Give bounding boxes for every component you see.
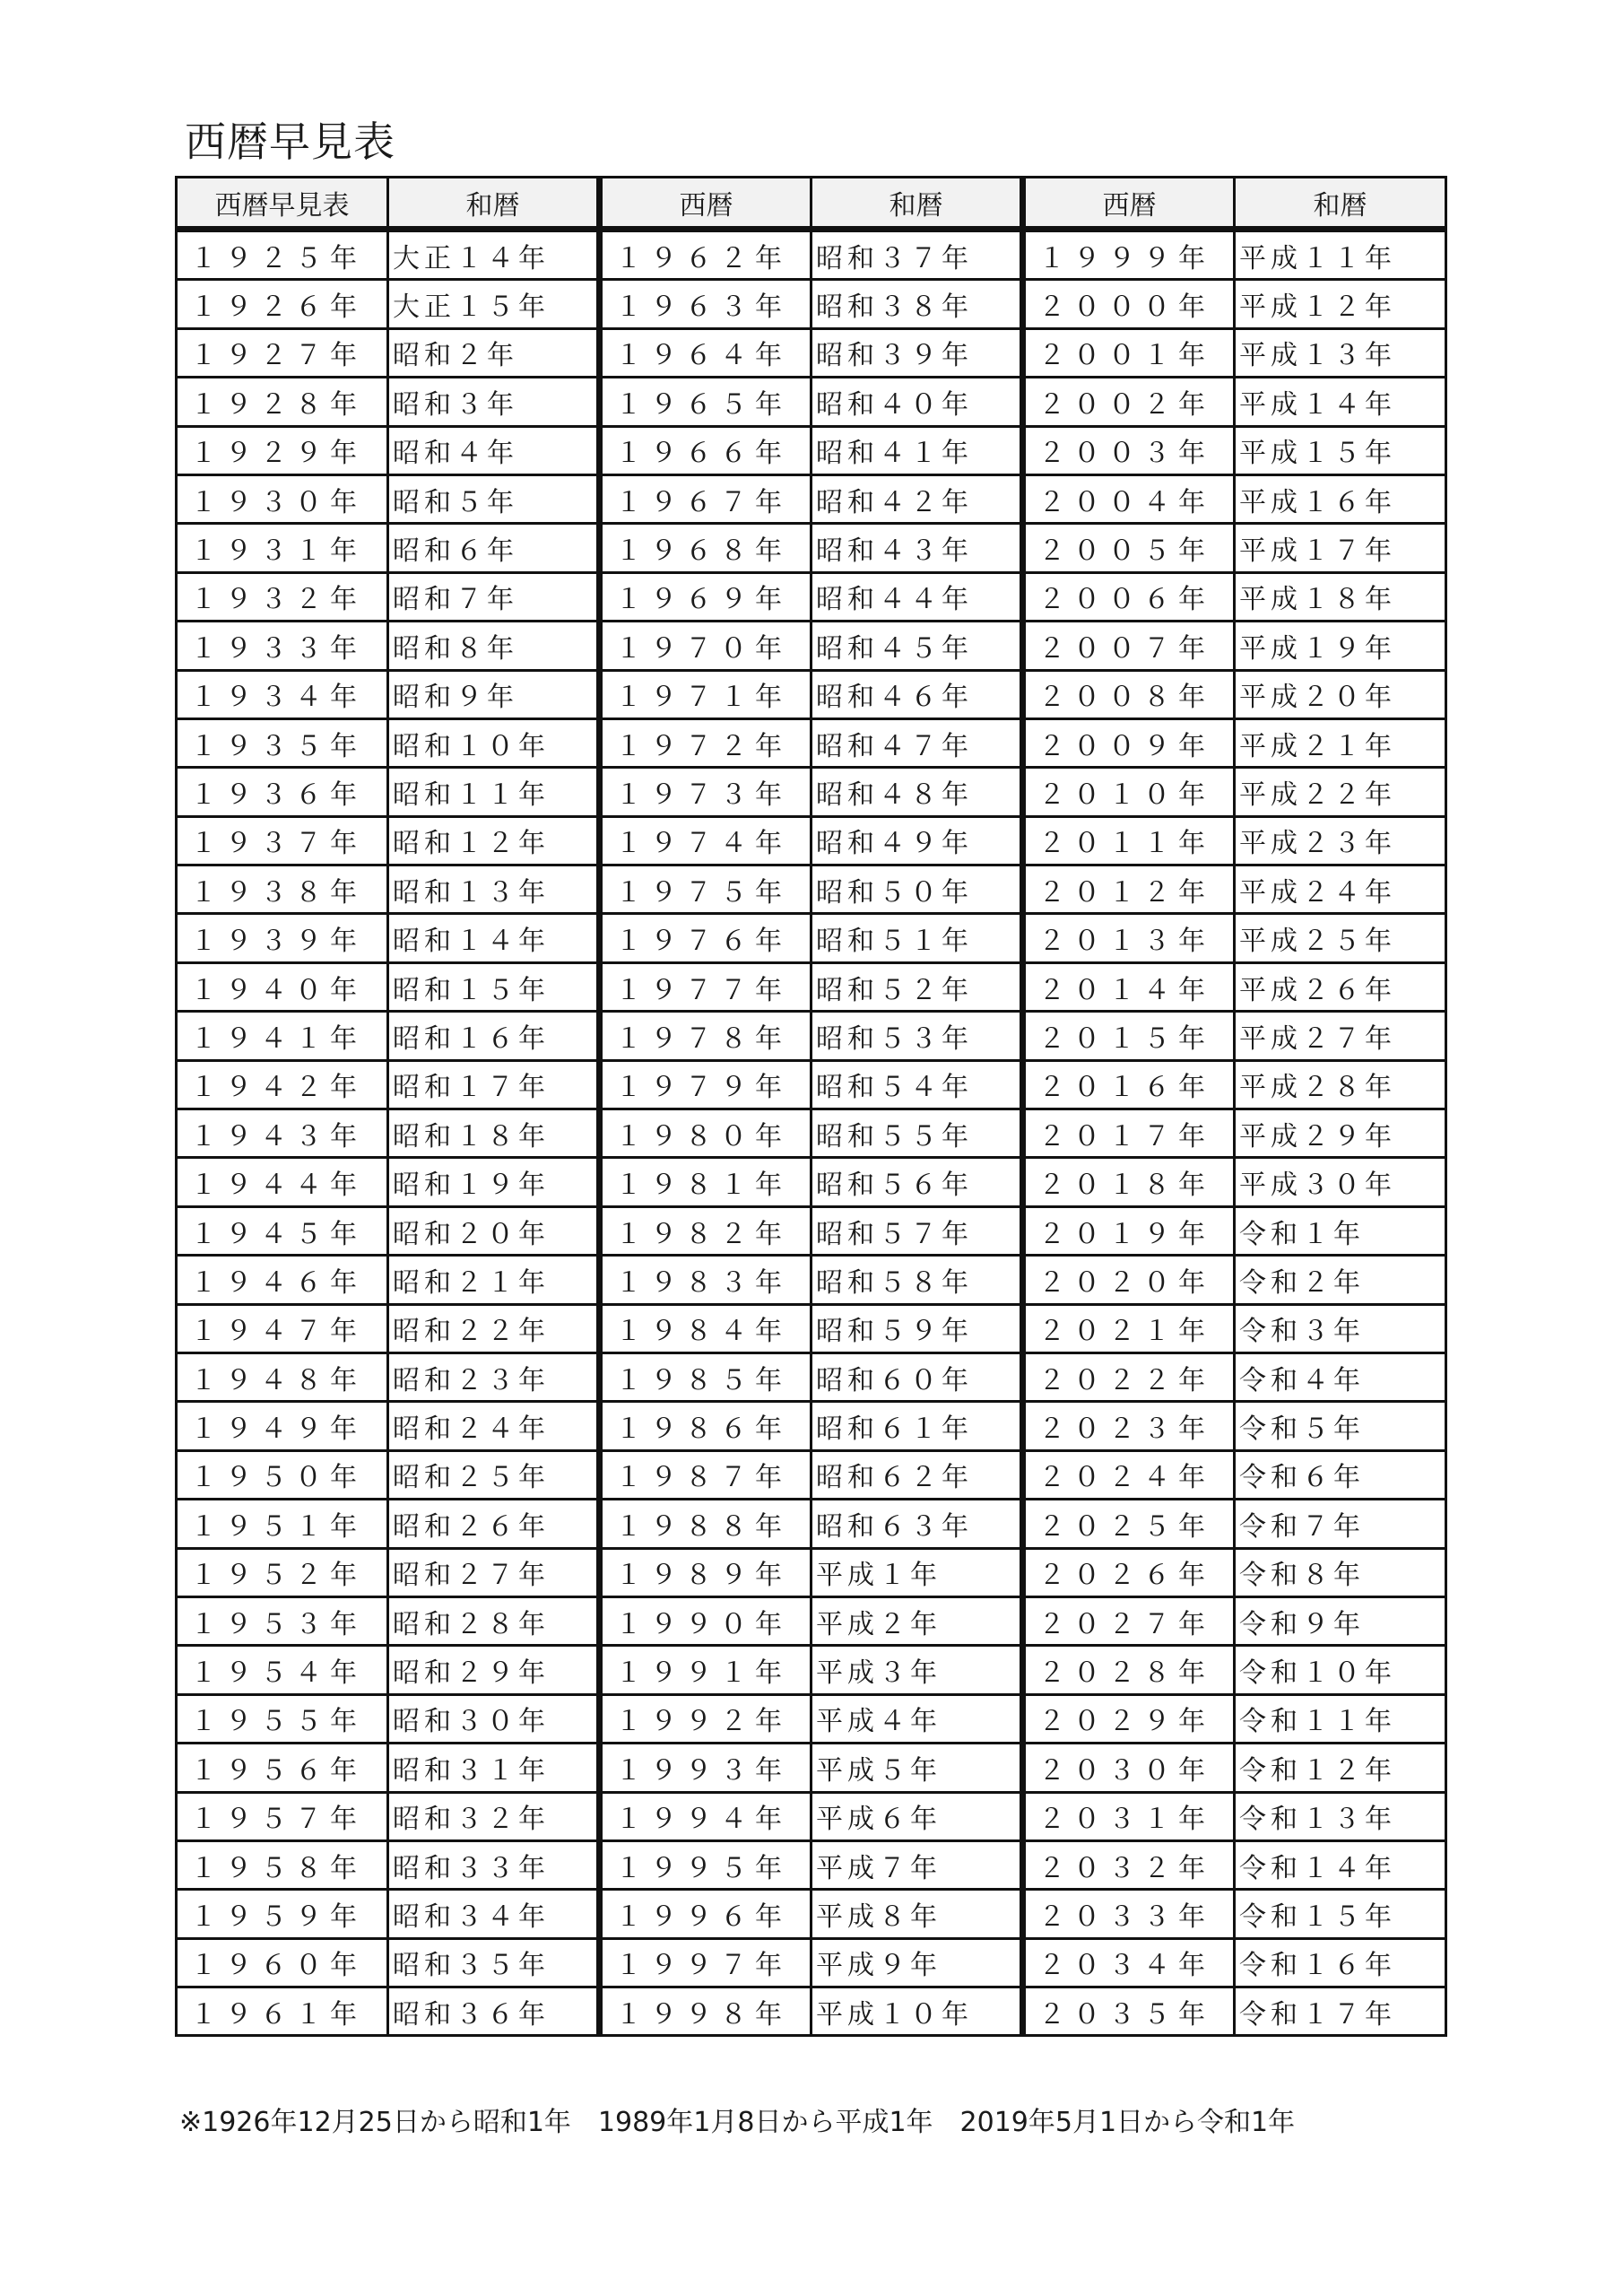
japanese-era-cell: 平成２２年 <box>1235 768 1446 816</box>
western-year-cell: ２０１０年 <box>1023 768 1235 816</box>
japanese-era-cell: 平成５年 <box>812 1744 1023 1792</box>
japanese-era-cell: 令和３年 <box>1235 1304 1446 1352</box>
japanese-era-cell: 昭和３８年 <box>812 280 1023 328</box>
western-year-cell: １９８２年 <box>600 1206 812 1255</box>
japanese-era-cell: 平成２年 <box>812 1596 1023 1645</box>
table-row <box>177 1402 1446 1450</box>
japanese-era-cell: 平成２１年 <box>1235 718 1446 767</box>
western-year-cell: ２００５年 <box>1023 524 1235 572</box>
japanese-era-cell: 昭和４３年 <box>812 524 1023 572</box>
japanese-era-cell: 令和２年 <box>1235 1256 1446 1304</box>
western-year-cell: ２０２８年 <box>1023 1646 1235 1694</box>
western-year-cell: １９５８年 <box>177 1840 388 1889</box>
western-year-cell: １９２８年 <box>177 378 388 426</box>
japanese-era-cell: 令和９年 <box>1235 1596 1446 1645</box>
japanese-era-cell: 昭和１３年 <box>388 865 600 914</box>
japanese-era-cell: 昭和３６年 <box>388 1987 600 2036</box>
table-row <box>177 1840 1446 1889</box>
western-year-cell: ２０１２年 <box>1023 865 1235 914</box>
japanese-era-cell: 昭和１５年 <box>388 962 600 1011</box>
table-row <box>177 572 1446 621</box>
japanese-era-cell: 平成３０年 <box>1235 1158 1446 1206</box>
western-year-cell: １９５７年 <box>177 1792 388 1840</box>
western-year-cell: １９７６年 <box>600 914 812 962</box>
table-row <box>177 670 1446 718</box>
western-year-cell: １９８６年 <box>600 1402 812 1450</box>
header-cell-western-year: 西暦早見表 <box>177 178 388 230</box>
western-year-cell: １９６１年 <box>177 1987 388 2036</box>
table-row <box>177 1646 1446 1694</box>
western-year-cell: ２０３４年 <box>1023 1938 1235 1987</box>
western-year-cell: ２００９年 <box>1023 718 1235 767</box>
table-row <box>177 816 1446 865</box>
western-year-cell: １９７１年 <box>600 670 812 718</box>
japanese-era-cell: 令和５年 <box>1235 1402 1446 1450</box>
japanese-era-cell: 昭和６年 <box>388 524 600 572</box>
japanese-era-cell: 昭和２０年 <box>388 1206 600 1255</box>
table-row <box>177 1500 1446 1548</box>
japanese-era-cell: 昭和１４年 <box>388 914 600 962</box>
western-year-cell: １９３４年 <box>177 670 388 718</box>
japanese-era-cell: 平成２５年 <box>1235 914 1446 962</box>
western-year-cell: １９３３年 <box>177 622 388 670</box>
header-row <box>177 178 1446 230</box>
table-row <box>177 962 1446 1011</box>
table-row <box>177 1987 1446 2036</box>
western-year-cell: ２０１９年 <box>1023 1206 1235 1255</box>
japanese-era-cell: 平成２７年 <box>1235 1012 1446 1060</box>
western-year-cell: １９６０年 <box>177 1938 388 1987</box>
japanese-era-cell: 令和１２年 <box>1235 1744 1446 1792</box>
japanese-era-cell: 平成２８年 <box>1235 1060 1446 1109</box>
japanese-era-cell: 平成２３年 <box>1235 816 1446 865</box>
western-year-cell: ２００２年 <box>1023 378 1235 426</box>
japanese-era-cell: 平成３年 <box>812 1646 1023 1694</box>
japanese-era-cell: 平成２４年 <box>1235 865 1446 914</box>
western-year-cell: ２０３１年 <box>1023 1792 1235 1840</box>
japanese-era-cell: 令和１６年 <box>1235 1938 1446 1987</box>
japanese-era-cell: 昭和６１年 <box>812 1402 1023 1450</box>
table-row <box>177 1060 1446 1109</box>
table-row <box>177 622 1446 670</box>
japanese-era-cell: 昭和２１年 <box>388 1256 600 1304</box>
western-year-cell: １９５０年 <box>177 1450 388 1499</box>
japanese-era-cell: 令和１１年 <box>1235 1694 1446 1743</box>
western-year-cell: ２０１６年 <box>1023 1060 1235 1109</box>
japanese-era-cell: 平成１１年 <box>1235 230 1446 280</box>
japanese-era-cell: 昭和５９年 <box>812 1304 1023 1352</box>
western-year-cell: １９４２年 <box>177 1060 388 1109</box>
table-row <box>177 1744 1446 1792</box>
japanese-era-cell: 昭和３年 <box>388 378 600 426</box>
table-row <box>177 378 1446 426</box>
western-year-cell: １９７４年 <box>600 816 812 865</box>
western-year-cell: １９９１年 <box>600 1646 812 1694</box>
western-year-cell: １９６８年 <box>600 524 812 572</box>
western-year-cell: ２０２２年 <box>1023 1352 1235 1401</box>
western-year-cell: １９６６年 <box>600 426 812 474</box>
japanese-era-cell: 昭和５１年 <box>812 914 1023 962</box>
japanese-era-cell: 昭和４１年 <box>812 426 1023 474</box>
table-row <box>177 1938 1446 1987</box>
western-year-cell: ２０１３年 <box>1023 914 1235 962</box>
japanese-era-cell: 平成１２年 <box>1235 280 1446 328</box>
japanese-era-cell: 昭和４５年 <box>812 622 1023 670</box>
header-cell-japanese-era: 和暦 <box>812 178 1023 230</box>
western-year-cell: ２００３年 <box>1023 426 1235 474</box>
japanese-era-cell: 平成６年 <box>812 1792 1023 1840</box>
table-row <box>177 768 1446 816</box>
western-year-cell: ２０２４年 <box>1023 1450 1235 1499</box>
japanese-era-cell: 平成４年 <box>812 1694 1023 1743</box>
header-cell-japanese-era: 和暦 <box>388 178 600 230</box>
western-year-cell: １９８９年 <box>600 1548 812 1596</box>
japanese-era-cell: 平成８年 <box>812 1890 1023 1938</box>
japanese-era-cell: 昭和７年 <box>388 572 600 621</box>
table-row <box>177 474 1446 523</box>
japanese-era-cell: 昭和９年 <box>388 670 600 718</box>
japanese-era-cell: 大正１４年 <box>388 230 600 280</box>
western-year-cell: ２０２５年 <box>1023 1500 1235 1548</box>
japanese-era-cell: 令和４年 <box>1235 1352 1446 1401</box>
western-year-cell: １９６９年 <box>600 572 812 621</box>
japanese-era-cell: 昭和２９年 <box>388 1646 600 1694</box>
western-year-cell: ２０３２年 <box>1023 1840 1235 1889</box>
western-year-cell: １９２７年 <box>177 328 388 377</box>
table-row <box>177 1548 1446 1596</box>
table-row <box>177 718 1446 767</box>
western-year-cell: １９８５年 <box>600 1352 812 1401</box>
western-year-cell: １９７７年 <box>600 962 812 1011</box>
table-row <box>177 524 1446 572</box>
japanese-era-cell: 昭和２５年 <box>388 1450 600 1499</box>
western-year-cell: １９５４年 <box>177 1646 388 1694</box>
western-year-cell: １９４０年 <box>177 962 388 1011</box>
header-cell-japanese-era: 和暦 <box>1235 178 1446 230</box>
western-year-cell: １９３８年 <box>177 865 388 914</box>
japanese-era-cell: 昭和３０年 <box>388 1694 600 1743</box>
western-year-cell: １９３６年 <box>177 768 388 816</box>
japanese-era-cell: 平成１５年 <box>1235 426 1446 474</box>
western-year-cell: １９９７年 <box>600 1938 812 1987</box>
western-year-cell: １９７０年 <box>600 622 812 670</box>
japanese-era-cell: 平成７年 <box>812 1840 1023 1889</box>
western-year-cell: １９８０年 <box>600 1109 812 1158</box>
japanese-era-cell: 昭和２３年 <box>388 1352 600 1401</box>
japanese-era-cell: 昭和３２年 <box>388 1792 600 1840</box>
western-year-cell: １９５１年 <box>177 1500 388 1548</box>
western-year-cell: １９４４年 <box>177 1158 388 1206</box>
japanese-era-cell: 昭和２８年 <box>388 1596 600 1645</box>
western-year-cell: ２００７年 <box>1023 622 1235 670</box>
western-year-cell: １９５９年 <box>177 1890 388 1938</box>
western-year-cell: １９３１年 <box>177 524 388 572</box>
table-row <box>177 1158 1446 1206</box>
japanese-era-cell: 令和８年 <box>1235 1548 1446 1596</box>
page-title: 西暦早見表 <box>185 117 395 166</box>
japanese-era-cell: 令和１７年 <box>1235 1987 1446 2036</box>
japanese-era-cell: 昭和４年 <box>388 426 600 474</box>
western-year-cell: １９７５年 <box>600 865 812 914</box>
western-year-cell: ２００１年 <box>1023 328 1235 377</box>
western-year-cell: ２００４年 <box>1023 474 1235 523</box>
table-row <box>177 1256 1446 1304</box>
western-year-cell: ２０２６年 <box>1023 1548 1235 1596</box>
japanese-era-cell: 昭和６３年 <box>812 1500 1023 1548</box>
western-year-cell: １９９５年 <box>600 1840 812 1889</box>
western-year-cell: １９９９年 <box>1023 230 1235 280</box>
western-year-cell: １９８４年 <box>600 1304 812 1352</box>
japanese-era-cell: 平成１７年 <box>1235 524 1446 572</box>
western-year-cell: １９９８年 <box>600 1987 812 2036</box>
japanese-era-cell: 昭和１８年 <box>388 1109 600 1158</box>
japanese-era-cell: 昭和３４年 <box>388 1890 600 1938</box>
japanese-era-cell: 昭和１９年 <box>388 1158 600 1206</box>
japanese-era-cell: 平成１８年 <box>1235 572 1446 621</box>
western-year-cell: １９６５年 <box>600 378 812 426</box>
japanese-era-cell: 昭和５５年 <box>812 1109 1023 1158</box>
japanese-era-cell: 平成２９年 <box>1235 1109 1446 1158</box>
western-year-cell: ２０３３年 <box>1023 1890 1235 1938</box>
table-row <box>177 1304 1446 1352</box>
western-year-cell: １９４８年 <box>177 1352 388 1401</box>
table-row <box>177 1450 1446 1499</box>
japanese-era-cell: 令和１４年 <box>1235 1840 1446 1889</box>
western-year-cell: １９９４年 <box>600 1792 812 1840</box>
japanese-era-cell: 昭和２２年 <box>388 1304 600 1352</box>
japanese-era-cell: 令和１５年 <box>1235 1890 1446 1938</box>
western-year-cell: １９８１年 <box>600 1158 812 1206</box>
western-year-cell: １９３９年 <box>177 914 388 962</box>
western-year-cell: １９３７年 <box>177 816 388 865</box>
western-year-cell: １９５６年 <box>177 1744 388 1792</box>
japanese-era-cell: 令和１０年 <box>1235 1646 1446 1694</box>
japanese-era-cell: 昭和３１年 <box>388 1744 600 1792</box>
western-year-cell: ２０００年 <box>1023 280 1235 328</box>
western-year-cell: １９７９年 <box>600 1060 812 1109</box>
western-year-cell: ２０１５年 <box>1023 1012 1235 1060</box>
japanese-era-cell: 昭和５２年 <box>812 962 1023 1011</box>
japanese-era-cell: 令和１３年 <box>1235 1792 1446 1840</box>
western-year-cell: １９７２年 <box>600 718 812 767</box>
japanese-era-cell: 昭和４９年 <box>812 816 1023 865</box>
western-year-cell: ２０２７年 <box>1023 1596 1235 1645</box>
japanese-era-cell: 令和６年 <box>1235 1450 1446 1499</box>
japanese-era-cell: 昭和４２年 <box>812 474 1023 523</box>
table-row <box>177 1890 1446 1938</box>
western-year-cell: １９７３年 <box>600 768 812 816</box>
japanese-era-cell: 昭和３５年 <box>388 1938 600 1987</box>
japanese-era-cell: 昭和５０年 <box>812 865 1023 914</box>
western-year-cell: １９２５年 <box>177 230 388 280</box>
western-year-cell: １９３５年 <box>177 718 388 767</box>
table-body <box>177 230 1446 2036</box>
japanese-era-cell: 平成１９年 <box>1235 622 1446 670</box>
japanese-era-cell: 平成１４年 <box>1235 378 1446 426</box>
japanese-era-cell: 平成１年 <box>812 1548 1023 1596</box>
western-year-cell: ２０１１年 <box>1023 816 1235 865</box>
japanese-era-cell: 昭和５４年 <box>812 1060 1023 1109</box>
western-year-cell: １９５２年 <box>177 1548 388 1596</box>
western-year-cell: １９４３年 <box>177 1109 388 1158</box>
western-year-cell: １９８３年 <box>600 1256 812 1304</box>
table-row <box>177 328 1446 377</box>
western-year-cell: １９２９年 <box>177 426 388 474</box>
japanese-era-cell: 昭和３９年 <box>812 328 1023 377</box>
japanese-era-cell: 昭和５３年 <box>812 1012 1023 1060</box>
japanese-era-cell: 平成２６年 <box>1235 962 1446 1011</box>
japanese-era-cell: 平成９年 <box>812 1938 1023 1987</box>
table-row <box>177 280 1446 328</box>
western-year-cell: １９６３年 <box>600 280 812 328</box>
western-year-cell: １９８７年 <box>600 1450 812 1499</box>
table-row <box>177 1792 1446 1840</box>
western-year-cell: １９４５年 <box>177 1206 388 1255</box>
japanese-era-cell: 昭和１７年 <box>388 1060 600 1109</box>
japanese-era-cell: 平成１６年 <box>1235 474 1446 523</box>
footnote: ※1926年12月25日から昭和1年 1989年1月8日から平成1年 2019年5月1日から令和1年 <box>179 2107 1296 2138</box>
japanese-era-cell: 昭和５７年 <box>812 1206 1023 1255</box>
western-year-cell: ２０１７年 <box>1023 1109 1235 1158</box>
western-year-cell: １９７８年 <box>600 1012 812 1060</box>
table-row <box>177 865 1446 914</box>
japanese-era-cell: 昭和８年 <box>388 622 600 670</box>
japanese-era-cell: 平成１３年 <box>1235 328 1446 377</box>
japanese-era-cell: 昭和４６年 <box>812 670 1023 718</box>
japanese-era-cell: 令和７年 <box>1235 1500 1446 1548</box>
western-year-cell: １９９３年 <box>600 1744 812 1792</box>
japanese-era-cell: 昭和４７年 <box>812 718 1023 767</box>
western-year-cell: ２０１４年 <box>1023 962 1235 1011</box>
japanese-era-cell: 昭和２年 <box>388 328 600 377</box>
table-row <box>177 230 1446 280</box>
japanese-era-cell: 昭和２４年 <box>388 1402 600 1450</box>
japanese-era-cell: 昭和４４年 <box>812 572 1023 621</box>
japanese-era-cell: 昭和４８年 <box>812 768 1023 816</box>
western-year-cell: １９４９年 <box>177 1402 388 1450</box>
header-cell-western-year: 西暦 <box>600 178 812 230</box>
table-row <box>177 1012 1446 1060</box>
western-year-cell: １９４６年 <box>177 1256 388 1304</box>
table-row <box>177 1596 1446 1645</box>
japanese-era-cell: 令和１年 <box>1235 1206 1446 1255</box>
western-year-cell: ２０３５年 <box>1023 1987 1235 2036</box>
japanese-era-cell: 昭和４０年 <box>812 378 1023 426</box>
table-row <box>177 1109 1446 1158</box>
japanese-era-cell: 昭和１１年 <box>388 768 600 816</box>
japanese-era-cell: 昭和１２年 <box>388 816 600 865</box>
western-year-cell: １９３２年 <box>177 572 388 621</box>
japanese-era-cell: 昭和５８年 <box>812 1256 1023 1304</box>
japanese-era-cell: 平成２０年 <box>1235 670 1446 718</box>
western-year-cell: １９３０年 <box>177 474 388 523</box>
japanese-era-cell: 平成１０年 <box>812 1987 1023 2036</box>
japanese-era-cell: 昭和２７年 <box>388 1548 600 1596</box>
western-year-cell: ２０２１年 <box>1023 1304 1235 1352</box>
table-row <box>177 426 1446 474</box>
western-year-cell: １９９２年 <box>600 1694 812 1743</box>
western-year-cell: １９６７年 <box>600 474 812 523</box>
western-year-cell: １９５３年 <box>177 1596 388 1645</box>
japanese-era-cell: 昭和１０年 <box>388 718 600 767</box>
western-year-cell: １９６４年 <box>600 328 812 377</box>
western-year-cell: ２０１８年 <box>1023 1158 1235 1206</box>
western-year-cell: ２０２９年 <box>1023 1694 1235 1743</box>
western-year-cell: １９８８年 <box>600 1500 812 1548</box>
western-year-cell: ２０２０年 <box>1023 1256 1235 1304</box>
japanese-era-cell: 昭和１６年 <box>388 1012 600 1060</box>
western-year-cell: １９９６年 <box>600 1890 812 1938</box>
japanese-era-cell: 昭和５年 <box>388 474 600 523</box>
japanese-era-cell: 昭和６２年 <box>812 1450 1023 1499</box>
western-year-cell: １９４１年 <box>177 1012 388 1060</box>
western-year-cell: ２０２３年 <box>1023 1402 1235 1450</box>
japanese-era-cell: 大正１５年 <box>388 280 600 328</box>
japanese-era-cell: 昭和５６年 <box>812 1158 1023 1206</box>
table-row <box>177 1352 1446 1401</box>
western-year-cell: ２０３０年 <box>1023 1744 1235 1792</box>
western-year-cell: １９４７年 <box>177 1304 388 1352</box>
western-year-cell: １９９０年 <box>600 1596 812 1645</box>
table-row <box>177 1694 1446 1743</box>
header-cell-western-year: 西暦 <box>1023 178 1235 230</box>
japanese-era-cell: 昭和６０年 <box>812 1352 1023 1401</box>
table-row <box>177 914 1446 962</box>
western-year-cell: １９６２年 <box>600 230 812 280</box>
table-row <box>177 1206 1446 1255</box>
year-conversion-table <box>175 176 1447 2037</box>
western-year-cell: ２００８年 <box>1023 670 1235 718</box>
japanese-era-cell: 昭和３３年 <box>388 1840 600 1889</box>
japanese-era-cell: 昭和３７年 <box>812 230 1023 280</box>
japanese-era-cell: 昭和２６年 <box>388 1500 600 1548</box>
western-year-cell: ２００６年 <box>1023 572 1235 621</box>
western-year-cell: １９２６年 <box>177 280 388 328</box>
western-year-cell: １９５５年 <box>177 1694 388 1743</box>
